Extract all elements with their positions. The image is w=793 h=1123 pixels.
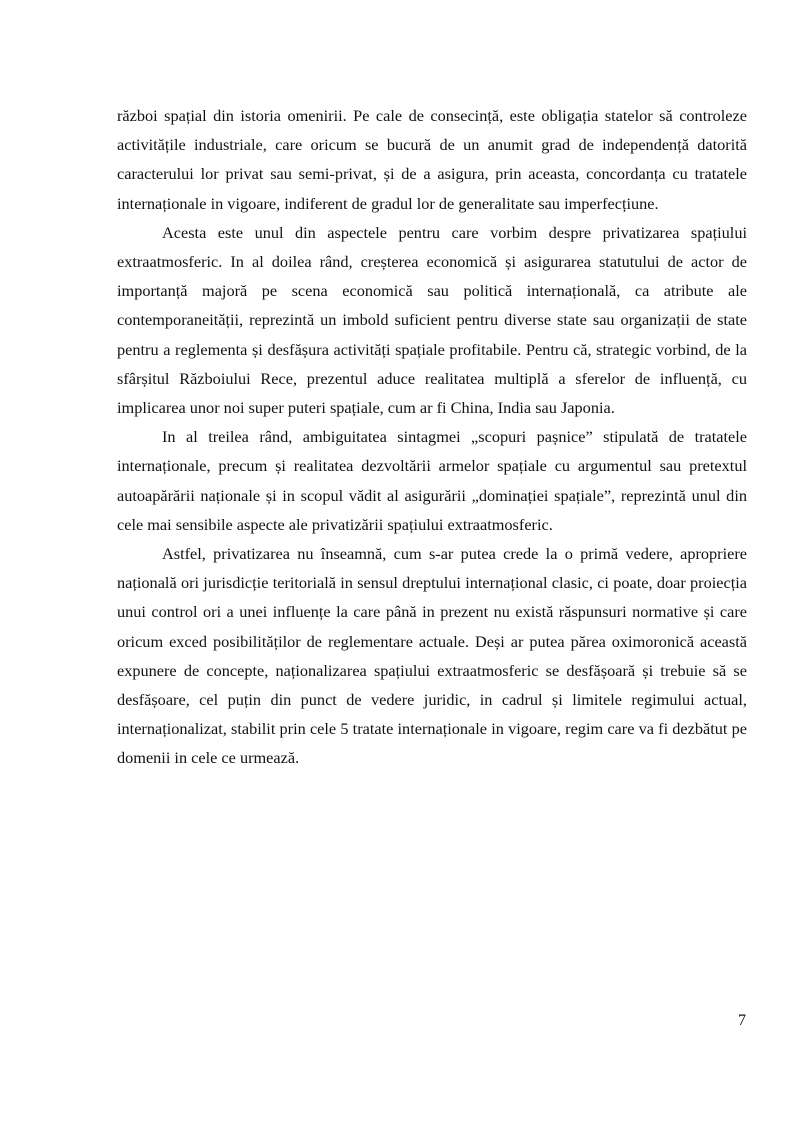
paragraph-privatization-aspects: Acesta este unul din aspectele pentru care vorbim despre privatizarea spațiului extraatmosferic. In al doilea rând, creșterea economică și asigurarea statutului de actor de importanță majoră pe scena economică sau politică internațională, ca atribute ale contemporaneității, reprezintă un imbold suficient pentru diverse state sau organizații de state pentru a reglementa și desfășura activități spațiale profitabile. Pentru că, strategic vorbind, de la sfârșitul Războiului Rece, prezentul aduce realitatea multiplă a sferelor de influență, cu implicarea unor noi super puteri spațiale, cum ar fi China, India sau Japonia.: [117, 222, 747, 418]
body-text: [117, 101, 747, 773]
paragraph-peaceful-purposes: In al treilea rând, ambiguitatea sintagmei „scopuri pașnice” stipulată de tratatele internaționale, precum și realitatea dezvoltării armelor spațiale cu argumentul sau pretextul autoapărării naționale și in scopul vădit al asigurării „dominației spațiale”, reprezintă unul din cele mai sensibile aspecte ale privatizării spațiului extraatmosferic.: [117, 427, 747, 534]
paragraph-continuation: război spațial din istoria omenirii. Pe cale de consecință, este obligația statelor să controleze activitățile industriale, care oricum se bucură de un anumit grad de independență datorită caracterului lor privat sau semi-privat, și de a asigura, prin aceasta, concordanța cu tratatele internaționale in vigoare, indiferent de gradul lor de generalitate sau imperfecțiune.: [117, 106, 747, 213]
paragraph-nationalization: Astfel, privatizarea nu înseamnă, cum s-ar putea crede la o primă vedere, apropriere națională ori jurisdicție teritorială in sensul dreptului internațional clasic, ci poate, doar proiecția unui control ori a unei influențe la care până in prezent nu există răspunsuri normative și care oricum exced posibilităților de reglementare actuale. Deși ar putea părea oximoronică această expunere de concepte, naționalizarea spațiului extraatmosferic se desfășoară și trebuie să se desfășoare, cel puțin din punct de vedere juridic, in cadrul și limitele regimului actual, internaționalizat, stabilit prin cele 5 tratate internaționale in vigoare, regim care va fi dezbătut pe domenii in cele ce urmează.: [117, 544, 747, 768]
page-number: 7: [738, 1012, 746, 1029]
